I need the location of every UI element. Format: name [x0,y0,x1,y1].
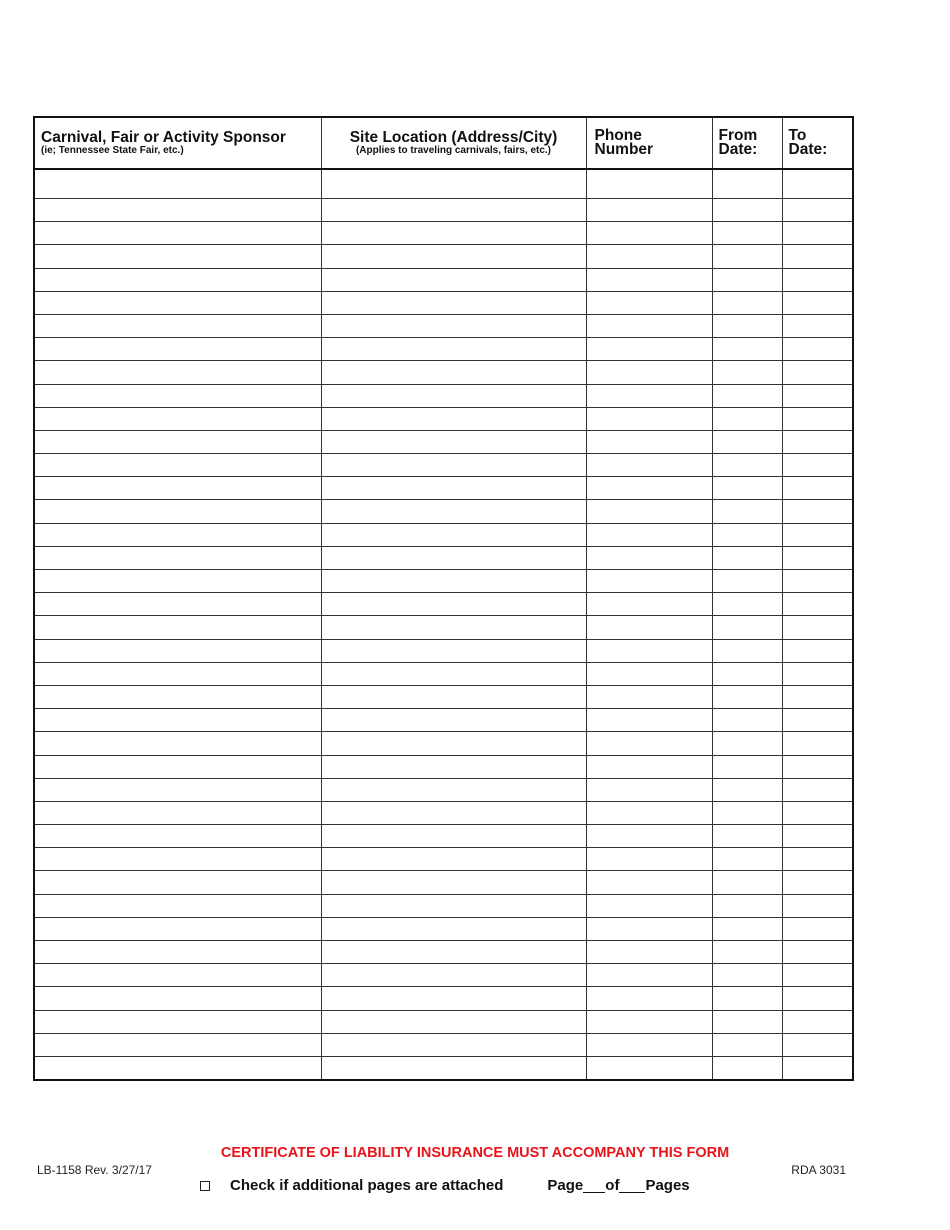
from-date-cell[interactable] [712,987,782,1010]
sponsor-cell[interactable] [34,755,321,778]
sponsor-cell[interactable] [34,917,321,940]
from-date-cell[interactable] [712,430,782,453]
site-location-cell[interactable] [321,871,586,894]
site-location-cell[interactable] [321,199,586,222]
table-row [34,709,853,732]
to-date-cell[interactable] [782,361,853,384]
sponsor-cell[interactable] [34,291,321,314]
page-number-field[interactable] [583,1179,605,1193]
sponsor-cell[interactable] [34,639,321,662]
to-date-cell[interactable] [782,546,853,569]
table-row [34,871,853,894]
phone-cell[interactable] [586,199,712,222]
to-date-cell[interactable] [782,430,853,453]
site-location-cell[interactable] [321,268,586,291]
from-date-cell[interactable] [712,662,782,685]
phone-cell[interactable] [586,222,712,245]
table-row [34,454,853,477]
table-row [34,639,853,662]
phone-cell[interactable] [586,523,712,546]
to-date-cell[interactable] [782,616,853,639]
phone-cell[interactable] [586,477,712,500]
site-location-cell[interactable] [321,825,586,848]
site-location-cell[interactable] [321,778,586,801]
site-location-cell[interactable] [321,477,586,500]
table-row [34,268,853,291]
to-date-cell[interactable] [782,245,853,268]
page-label: Page [547,1177,584,1194]
header-sponsor-title: Carnival, Fair or Activity Sponsor [41,128,286,146]
phone-cell[interactable] [586,848,712,871]
from-date-cell[interactable] [712,941,782,964]
sponsor-cell[interactable] [34,314,321,337]
sponsor-cell[interactable] [34,616,321,639]
to-date-cell[interactable] [782,314,853,337]
phone-cell[interactable] [586,662,712,685]
phone-cell[interactable] [586,732,712,755]
from-date-cell[interactable] [712,964,782,987]
site-location-cell[interactable] [321,964,586,987]
to-date-cell[interactable] [782,384,853,407]
to-date-cell[interactable] [782,871,853,894]
from-date-cell[interactable] [712,917,782,940]
phone-cell[interactable] [586,1010,712,1033]
to-date-cell[interactable] [782,964,853,987]
site-location-cell[interactable] [321,314,586,337]
to-date-cell[interactable] [782,338,853,361]
additional-pages-checkbox[interactable] [200,1181,210,1191]
from-date-cell[interactable] [712,848,782,871]
table-row [34,361,853,384]
sponsor-cell[interactable] [34,361,321,384]
phone-cell[interactable] [586,941,712,964]
sponsor-cell[interactable] [34,1010,321,1033]
to-date-cell[interactable] [782,1056,853,1080]
to-date-cell[interactable] [782,523,853,546]
from-date-cell[interactable] [712,639,782,662]
site-location-cell[interactable] [321,1056,586,1080]
table-row [34,384,853,407]
from-date-cell[interactable] [712,291,782,314]
site-location-cell[interactable] [321,801,586,824]
sponsor-cell[interactable] [34,1056,321,1080]
sponsor-cell[interactable] [34,987,321,1010]
header-site-title: Site Location (Address/City) [349,128,558,146]
phone-cell[interactable] [586,871,712,894]
site-location-cell[interactable] [321,593,586,616]
site-location-cell[interactable] [321,523,586,546]
phone-cell[interactable] [586,338,712,361]
phone-cell[interactable] [586,1056,712,1080]
phone-cell[interactable] [586,709,712,732]
from-date-cell[interactable] [712,199,782,222]
from-date-cell[interactable] [712,1010,782,1033]
to-date-cell[interactable] [782,894,853,917]
to-date-cell[interactable] [782,709,853,732]
phone-cell[interactable] [586,268,712,291]
table-row [34,825,853,848]
from-date-cell[interactable] [712,732,782,755]
phone-cell[interactable] [586,964,712,987]
phone-cell[interactable] [586,291,712,314]
rda-number: RDA 3031 [791,1163,846,1177]
sponsor-cell[interactable] [34,222,321,245]
site-location-cell[interactable] [321,430,586,453]
sponsor-cell[interactable] [34,732,321,755]
phone-cell[interactable] [586,593,712,616]
phone-cell[interactable] [586,987,712,1010]
to-date-cell[interactable] [782,662,853,685]
site-location-cell[interactable] [321,987,586,1010]
phone-cell[interactable] [586,755,712,778]
to-date-cell[interactable] [782,801,853,824]
sponsor-cell[interactable] [34,523,321,546]
phone-cell[interactable] [586,894,712,917]
to-date-cell[interactable] [782,825,853,848]
from-date-cell[interactable] [712,825,782,848]
table-row [34,314,853,337]
to-date-cell[interactable] [782,917,853,940]
from-date-cell[interactable] [712,523,782,546]
total-pages-field[interactable] [619,1179,645,1193]
from-date-cell[interactable] [712,169,782,199]
phone-cell[interactable] [586,778,712,801]
table-row [34,964,853,987]
sponsor-cell[interactable] [34,570,321,593]
sponsor-cell[interactable] [34,801,321,824]
of-label: of [605,1177,620,1194]
site-location-cell[interactable] [321,709,586,732]
table-row [34,685,853,708]
from-date-cell[interactable] [712,1056,782,1080]
site-location-cell[interactable] [321,894,586,917]
sponsor-cell[interactable] [34,199,321,222]
phone-cell[interactable] [586,917,712,940]
from-date-cell[interactable] [712,477,782,500]
sponsor-cell[interactable] [34,454,321,477]
from-date-cell[interactable] [712,454,782,477]
from-date-cell[interactable] [712,314,782,337]
site-location-cell[interactable] [321,941,586,964]
table-row [34,169,853,199]
table-row [34,732,853,755]
table-row [34,1010,853,1033]
phone-cell[interactable] [586,430,712,453]
phone-cell[interactable] [586,361,712,384]
site-location-cell[interactable] [321,338,586,361]
checkbox-label: Check if additional pages are attached [230,1177,504,1194]
phone-cell[interactable] [586,314,712,337]
table-row [34,917,853,940]
sponsor-cell[interactable] [34,477,321,500]
header-sponsor-subtitle: (ie; Tennessee State Fair, etc.) [41,144,184,156]
to-date-cell[interactable] [782,987,853,1010]
to-date-cell[interactable] [782,291,853,314]
phone-cell[interactable] [586,546,712,569]
site-location-cell[interactable] [321,361,586,384]
table-row [34,894,853,917]
to-date-cell[interactable] [782,477,853,500]
sponsor-cell[interactable] [34,964,321,987]
to-date-cell[interactable] [782,593,853,616]
phone-cell[interactable] [586,245,712,268]
sponsor-cell[interactable] [34,709,321,732]
table-row [34,500,853,523]
header-to-title: To Date: [788,127,828,158]
to-date-cell[interactable] [782,732,853,755]
from-date-cell[interactable] [712,778,782,801]
table-row [34,199,853,222]
from-date-cell[interactable] [712,593,782,616]
from-date-cell[interactable] [712,245,782,268]
phone-cell[interactable] [586,500,712,523]
site-location-cell[interactable] [321,662,586,685]
sponsor-cell[interactable] [34,778,321,801]
phone-cell[interactable] [586,616,712,639]
to-date-cell[interactable] [782,778,853,801]
table-row [34,941,853,964]
site-location-cell[interactable] [321,1033,586,1056]
to-date-cell[interactable] [782,268,853,291]
sponsor-cell[interactable] [34,848,321,871]
from-date-cell[interactable] [712,894,782,917]
to-date-cell[interactable] [782,848,853,871]
site-location-cell[interactable] [321,245,586,268]
phone-cell[interactable] [586,169,712,199]
table-row [34,593,853,616]
phone-cell[interactable] [586,825,712,848]
from-date-cell[interactable] [712,570,782,593]
table-row [34,1056,853,1080]
table-row [34,546,853,569]
header-site-subtitle: (Applies to traveling carnivals, fairs, etc.) [355,144,552,156]
phone-cell[interactable] [586,685,712,708]
from-date-cell[interactable] [712,546,782,569]
phone-cell[interactable] [586,454,712,477]
to-date-cell[interactable] [782,454,853,477]
from-date-cell[interactable] [712,616,782,639]
insurance-notice: CERTIFICATE OF LIABILITY INSURANCE MUST ACCOMPANY THIS FORM [220,1145,730,1161]
to-date-cell[interactable] [782,1010,853,1033]
site-location-cell[interactable] [321,500,586,523]
table-row [34,1033,853,1056]
to-date-cell[interactable] [782,222,853,245]
from-date-cell[interactable] [712,338,782,361]
form-id: LB-1158 Rev. 3/27/17 [37,1163,152,1177]
site-location-cell[interactable] [321,291,586,314]
to-date-cell[interactable] [782,169,853,199]
table-row [34,987,853,1010]
sponsor-cell[interactable] [34,268,321,291]
header-from-title: From Date: [718,127,758,158]
phone-cell[interactable] [586,570,712,593]
table-row [34,407,853,430]
table-row [34,662,853,685]
header-phone-title: Phone Number [594,127,654,158]
sponsor-cell[interactable] [34,685,321,708]
sponsor-cell[interactable] [34,662,321,685]
sponsor-cell[interactable] [34,1033,321,1056]
site-location-cell[interactable] [321,616,586,639]
site-location-cell[interactable] [321,755,586,778]
header-from-date [712,117,782,169]
from-date-cell[interactable] [712,500,782,523]
sponsor-cell[interactable] [34,245,321,268]
table-row [34,222,853,245]
header-sponsor [34,117,321,169]
site-location-cell[interactable] [321,454,586,477]
from-date-cell[interactable] [712,1033,782,1056]
to-date-cell[interactable] [782,570,853,593]
site-location-cell[interactable] [321,169,586,199]
additional-pages [200,1177,690,1194]
sponsor-table [33,116,854,1081]
from-date-cell[interactable] [712,709,782,732]
sponsor-cell[interactable] [34,894,321,917]
site-location-cell[interactable] [321,685,586,708]
sponsor-cell[interactable] [34,430,321,453]
sponsor-cell[interactable] [34,825,321,848]
site-location-cell[interactable] [321,407,586,430]
phone-cell[interactable] [586,384,712,407]
phone-cell[interactable] [586,1033,712,1056]
from-date-cell[interactable] [712,407,782,430]
sponsor-cell[interactable] [34,871,321,894]
table-row [34,778,853,801]
header-row [34,117,853,169]
site-location-cell[interactable] [321,222,586,245]
phone-cell[interactable] [586,801,712,824]
table-row [34,755,853,778]
from-date-cell[interactable] [712,685,782,708]
site-location-cell[interactable] [321,384,586,407]
from-date-cell[interactable] [712,361,782,384]
table-row [34,245,853,268]
to-date-cell[interactable] [782,500,853,523]
header-to-date [782,117,853,169]
sponsor-cell[interactable] [34,338,321,361]
from-date-cell[interactable] [712,801,782,824]
site-location-cell[interactable] [321,570,586,593]
table-row [34,616,853,639]
table-row [34,338,853,361]
to-date-cell[interactable] [782,685,853,708]
site-location-cell[interactable] [321,917,586,940]
sponsor-cell[interactable] [34,593,321,616]
site-location-cell[interactable] [321,639,586,662]
phone-cell[interactable] [586,639,712,662]
site-location-cell[interactable] [321,546,586,569]
table-row [34,523,853,546]
sponsor-cell[interactable] [34,546,321,569]
to-date-cell[interactable] [782,407,853,430]
from-date-cell[interactable] [712,871,782,894]
to-date-cell[interactable] [782,639,853,662]
to-date-cell[interactable] [782,199,853,222]
phone-cell[interactable] [586,407,712,430]
table-row [34,570,853,593]
from-date-cell[interactable] [712,384,782,407]
site-location-cell[interactable] [321,848,586,871]
sponsor-cell[interactable] [34,169,321,199]
pages-label: Pages [645,1177,690,1194]
from-date-cell[interactable] [712,268,782,291]
to-date-cell[interactable] [782,755,853,778]
table-row [34,848,853,871]
site-location-cell[interactable] [321,732,586,755]
to-date-cell[interactable] [782,941,853,964]
to-date-cell[interactable] [782,1033,853,1056]
table-row [34,291,853,314]
header-site-location [321,117,586,169]
sponsor-cell[interactable] [34,407,321,430]
sponsor-cell[interactable] [34,500,321,523]
from-date-cell[interactable] [712,222,782,245]
table-row [34,477,853,500]
sponsor-cell[interactable] [34,384,321,407]
site-location-cell[interactable] [321,1010,586,1033]
sponsor-cell[interactable] [34,941,321,964]
from-date-cell[interactable] [712,755,782,778]
table-row [34,430,853,453]
table-row [34,801,853,824]
header-phone [586,117,712,169]
